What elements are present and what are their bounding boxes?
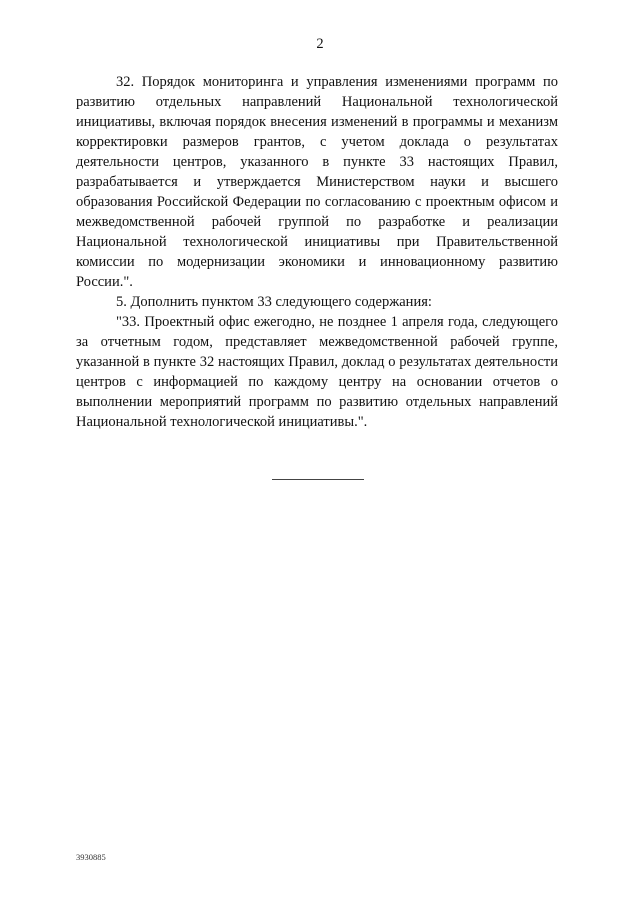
document-body — [76, 72, 558, 432]
page-number: 2 — [316, 36, 324, 52]
document-code: 3930885 — [76, 852, 106, 862]
paragraph-amendment-5: 5. Дополнить пунктом 33 следующего содержания: — [116, 294, 432, 310]
paragraph-item-33: "33. Проектный офис ежегодно, не позднее 1 апреля года, следующего за отчетным годом, представляет межведомственной рабочей группе, указанной в пункте 32 настоящих Правил, доклад о результатах деятельности центров с информацией по каждому центру на основании отчетов о выполнении мероприятий программ по развитию отдельных направлений Национальной технологической инициативы.". — [76, 314, 558, 430]
paragraph-item-32: 32. Порядок мониторинга и управления изменениями программ по развитию отдельных направлений Национальной технологической инициативы, включая порядок внесения изменений в программы и механизм корректировки размеров грантов, с учетом доклада о результатах деятельности центров, указанного в пункте 33 настоящих Правил, разрабатывается и утверждается Министерством науки и высшего образования Российской Федерации по согласованию с проектным офисом и межведомственной рабочей группой по разработке и реализации Национальной технологической инициативы при Правительственной комиссии по модернизации экономики и инновационному развитию России.". — [76, 74, 558, 290]
end-divider — [272, 479, 364, 480]
